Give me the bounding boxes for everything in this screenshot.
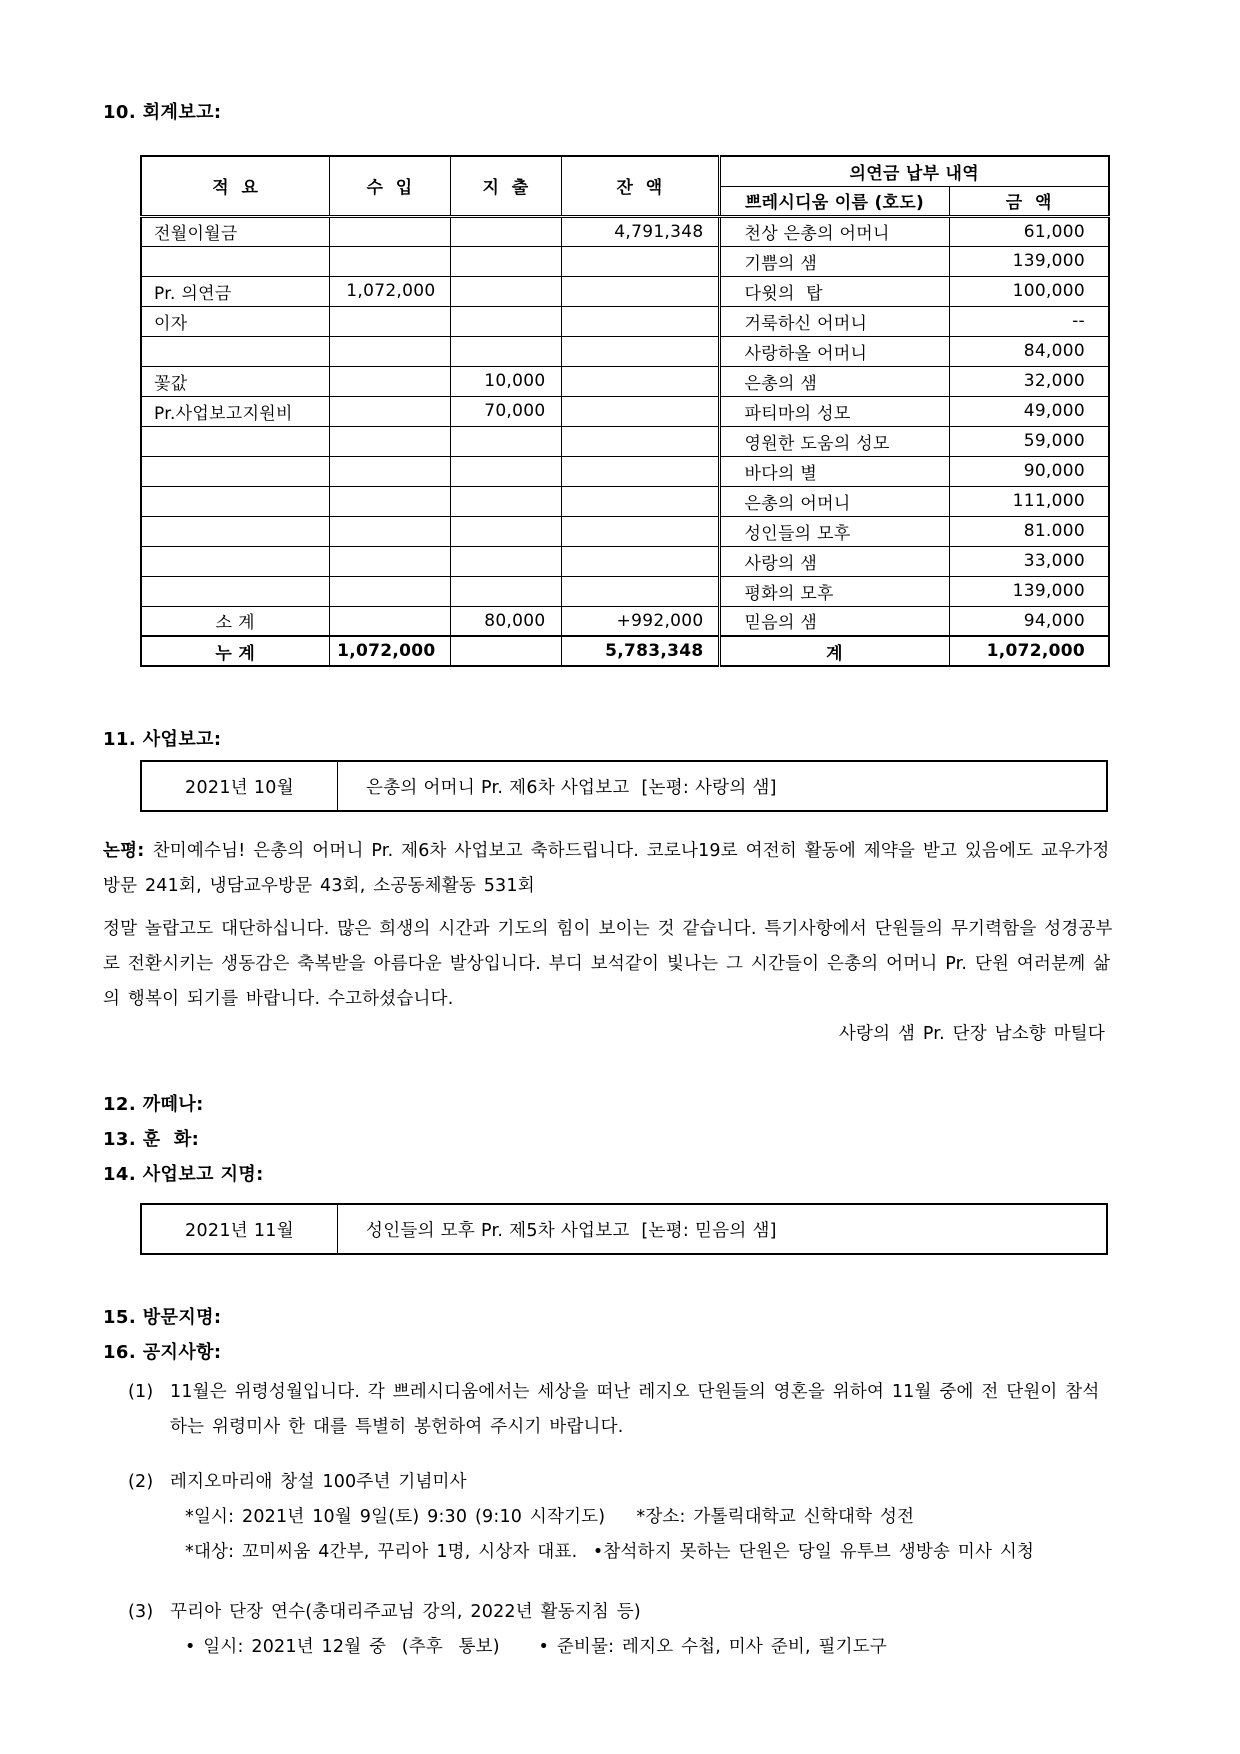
cell-expense xyxy=(450,426,561,456)
table-row xyxy=(141,366,1109,396)
cell-income: 1,072,000 xyxy=(329,276,450,306)
table-row xyxy=(141,426,1109,456)
cell-summary: Pr. 의연금 xyxy=(141,276,329,306)
notice-3 xyxy=(128,1595,1113,1665)
cell-summary: 누 계 xyxy=(141,636,329,666)
cell-income xyxy=(329,396,450,426)
cell-expense xyxy=(450,546,561,576)
report-title: 성인들의 모후 Pr. 제5차 사업보고 [논평: 믿음의 샘] xyxy=(366,1220,777,1241)
cell-praesidium-name: 사랑의 샘 xyxy=(719,546,949,576)
cell-expense xyxy=(450,516,561,546)
cell-praesidium-name: 사랑하올 어머니 xyxy=(719,336,949,366)
notice-2-line-2: *대상: 꼬미씨움 4간부, 꾸리아 1명, 시상자 대표. •참석하지 못하는 단원은 당일 유투브 생방송 미사 시청 xyxy=(185,1542,1035,1562)
cell-summary xyxy=(141,456,329,486)
table-row xyxy=(141,276,1109,306)
cell-amount: 1,072,000 xyxy=(949,636,1109,666)
cell-balance xyxy=(561,486,719,516)
commentary-paragraph-2: 정말 놀랍고도 대단하십니다. 많은 희생의 시간과 기도의 힘이 보이는 것 같습니다. 특기사항에서 단원들의 무기력함을 성경공부로 전환시키는 생동감은 축복받을 아름다운 발상입니다. 부디 보석같이 빛나는 그 시간들이 은총의 어머니 Pr. 단원 여러분께 삶의 행복이 되기를 바랍니다. 수고하셨습니다. xyxy=(103,919,1113,1009)
section-16-heading: 16. 공지사항: xyxy=(103,1342,222,1363)
notice-2-line-1: *일시: 2021년 10월 9일(토) 9:30 (9:10 시작기도) *장소: 가톨릭대학교 신학대학 성전 xyxy=(185,1507,915,1527)
table-row xyxy=(141,396,1109,426)
cell-praesidium-name: 평화의 모후 xyxy=(719,576,949,606)
cell-expense xyxy=(450,276,561,306)
cell-income xyxy=(329,576,450,606)
cell-summary: 꽃값 xyxy=(141,366,329,396)
cell-summary xyxy=(141,426,329,456)
cell-summary xyxy=(141,546,329,576)
table-row xyxy=(141,336,1109,366)
cell-balance xyxy=(561,546,719,576)
cell-praesidium-name: 기쁨의 샘 xyxy=(719,246,949,276)
cell-praesidium-name: 은총의 어머니 xyxy=(719,486,949,516)
cell-income xyxy=(329,516,450,546)
section-11-heading: 11. 사업보고: xyxy=(103,729,222,750)
cell-expense xyxy=(450,486,561,516)
cell-income xyxy=(329,366,450,396)
table-row xyxy=(141,246,1109,276)
section-14-heading: 14. 사업보고 지명: xyxy=(103,1164,264,1185)
cell-income xyxy=(329,306,450,336)
table-row xyxy=(141,636,1109,666)
cell-amount: 90,000 xyxy=(949,456,1109,486)
notice-3-number: (3) xyxy=(128,1602,154,1622)
commentary-text-1: 찬미예수님! 은총의 어머니 Pr. 제6차 사업보고 축하드립니다. 코로나19로 여전히 활동에 제약을 받고 있음에도 교우가정방문 241회, 냉담교우방문 43회, 소공동체활동 531회 xyxy=(103,841,1110,896)
cell-income xyxy=(329,456,450,486)
cell-amount: 94,000 xyxy=(949,606,1109,636)
cell-summary: 전월이월금 xyxy=(141,216,329,246)
notice-3-title: 꾸리아 단장 연수(총대리주교님 강의, 2022년 활동지침 등) xyxy=(170,1602,641,1622)
table-row xyxy=(141,216,1109,246)
cell-summary xyxy=(141,576,329,606)
cell-expense xyxy=(450,336,561,366)
cell-income: 1,072,000 xyxy=(329,636,450,666)
cell-amount: 111,000 xyxy=(949,486,1109,516)
cell-amount: 100,000 xyxy=(949,276,1109,306)
cell-expense xyxy=(450,456,561,486)
commentary-signature: 사랑의 샘 Pr. 단장 남소향 마틸다 xyxy=(838,1024,1105,1044)
table-row xyxy=(141,606,1109,636)
cell-income xyxy=(329,606,450,636)
section-15-heading: 15. 방문지명: xyxy=(103,1307,222,1328)
cell-summary xyxy=(141,486,329,516)
cell-amount: 33,000 xyxy=(949,546,1109,576)
cell-amount: -- xyxy=(949,306,1109,336)
table-header-row xyxy=(141,156,1109,186)
cell-balance xyxy=(561,336,719,366)
col-header-donation-group: 의연금 납부 내역 xyxy=(719,156,1109,186)
notice-2 xyxy=(128,1465,1113,1570)
cell-praesidium-name: 은총의 샘 xyxy=(719,366,949,396)
col-header-summary: 적 요 xyxy=(141,156,329,216)
table-row xyxy=(141,456,1109,486)
cell-expense: 10,000 xyxy=(450,366,561,396)
col-header-income: 수 입 xyxy=(329,156,450,216)
cell-amount: 32,000 xyxy=(949,366,1109,396)
table-row xyxy=(141,516,1109,546)
cell-praesidium-name: 영원한 도움의 성모 xyxy=(719,426,949,456)
cell-balance xyxy=(561,396,719,426)
commentary-paragraph-1 xyxy=(103,834,1113,904)
cell-amount: 81.000 xyxy=(949,516,1109,546)
cell-balance xyxy=(561,516,719,546)
cell-summary xyxy=(141,336,329,366)
cell-expense: 70,000 xyxy=(450,396,561,426)
cell-praesidium-name: 파티마의 성모 xyxy=(719,396,949,426)
table-row xyxy=(141,486,1109,516)
notice-3-line-1: • 일시: 2021년 12월 중 (추후 통보) • 준비물: 레지오 수첩, 미사 준비, 필기도구 xyxy=(185,1637,887,1657)
notice-2-title: 레지오마리애 창설 100주년 기념미사 xyxy=(170,1472,467,1492)
cell-income xyxy=(329,336,450,366)
cell-summary xyxy=(141,516,329,546)
cell-income xyxy=(329,426,450,456)
section-13-heading: 13. 훈 화: xyxy=(103,1129,200,1150)
accounting-table xyxy=(140,155,1110,667)
report-month: 2021년 10월 xyxy=(142,762,338,810)
cell-expense xyxy=(450,306,561,336)
col-header-amount: 금 액 xyxy=(949,186,1109,216)
cell-amount: 61,000 xyxy=(949,216,1109,246)
table-row xyxy=(141,576,1109,606)
col-header-praesidium: 쁘레시디움 이름 (호도) xyxy=(719,186,949,216)
notice-1 xyxy=(128,1375,1113,1445)
cell-expense xyxy=(450,636,561,666)
report-month: 2021년 11월 xyxy=(142,1205,338,1253)
cell-praesidium-name: 천상 은총의 어머니 xyxy=(719,216,949,246)
section-12-heading: 12. 까떼나: xyxy=(103,1094,204,1115)
cell-balance xyxy=(561,456,719,486)
cell-praesidium-name: 바다의 별 xyxy=(719,456,949,486)
cell-balance xyxy=(561,366,719,396)
cell-income xyxy=(329,246,450,276)
cell-income xyxy=(329,486,450,516)
cell-expense xyxy=(450,216,561,246)
cell-praesidium-name: 믿음의 샘 xyxy=(719,606,949,636)
notice-2-number: (2) xyxy=(128,1472,154,1492)
cell-summary: Pr.사업보고지원비 xyxy=(141,396,329,426)
cell-amount: 49,000 xyxy=(949,396,1109,426)
cell-balance: 4,791,348 xyxy=(561,216,719,246)
cell-expense xyxy=(450,246,561,276)
cell-income xyxy=(329,216,450,246)
cell-amount: 59,000 xyxy=(949,426,1109,456)
cell-balance xyxy=(561,426,719,456)
notice-1-text: 11월은 위령성월입니다. 각 쁘레시디움에서는 세상을 떠난 레지오 단원들의 영혼을 위하여 11월 중에 전 단원이 참석하는 위령미사 한 대를 특별히 봉헌하여 주시기 바랍니다. xyxy=(170,1382,1100,1437)
report-title: 은총의 어머니 Pr. 제6차 사업보고 [논평: 사랑의 샘] xyxy=(366,777,777,798)
table-row xyxy=(141,546,1109,576)
col-header-balance: 잔 액 xyxy=(561,156,719,216)
notice-1-number: (1) xyxy=(128,1382,154,1402)
cell-expense xyxy=(450,576,561,606)
cell-summary: 소 계 xyxy=(141,606,329,636)
cell-praesidium-name: 성인들의 모후 xyxy=(719,516,949,546)
report-box-october xyxy=(140,760,1108,812)
commentary-label: 논평: xyxy=(103,841,153,861)
cell-praesidium-name: 거룩하신 어머니 xyxy=(719,306,949,336)
cell-summary: 이자 xyxy=(141,306,329,336)
cell-amount: 84,000 xyxy=(949,336,1109,366)
cell-amount: 139,000 xyxy=(949,246,1109,276)
table-row xyxy=(141,306,1109,336)
cell-balance xyxy=(561,246,719,276)
cell-summary xyxy=(141,246,329,276)
col-header-expense: 지 출 xyxy=(450,156,561,216)
cell-praesidium-name: 계 xyxy=(719,636,949,666)
cell-praesidium-name: 다윗의 탑 xyxy=(719,276,949,306)
cell-expense: 80,000 xyxy=(450,606,561,636)
cell-balance: 5,783,348 xyxy=(561,636,719,666)
cell-balance: +992,000 xyxy=(561,606,719,636)
cell-balance xyxy=(561,306,719,336)
report-box-november xyxy=(140,1203,1108,1255)
cell-amount: 139,000 xyxy=(949,576,1109,606)
cell-balance xyxy=(561,276,719,306)
cell-income xyxy=(329,546,450,576)
cell-balance xyxy=(561,576,719,606)
section-10-heading: 10. 회계보고: xyxy=(103,102,222,123)
